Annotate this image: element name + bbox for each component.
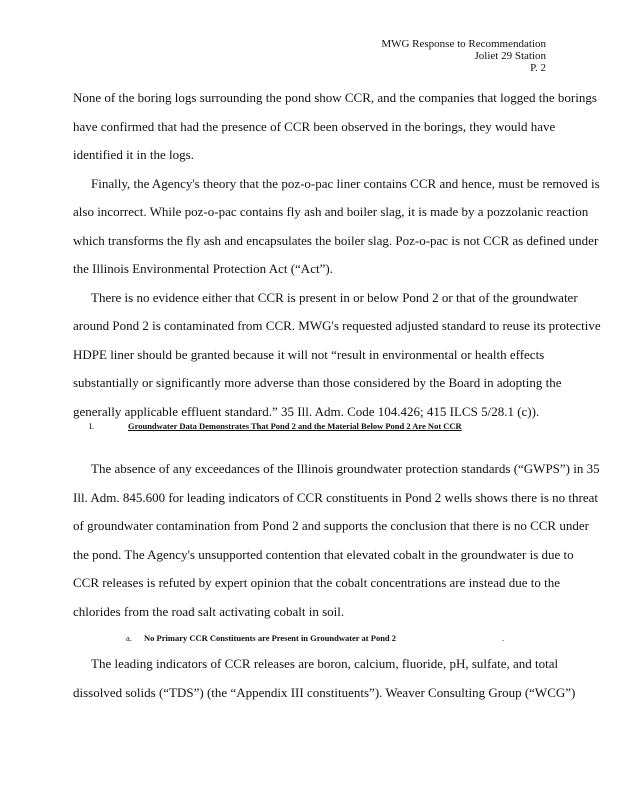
section-heading: [89, 420, 512, 433]
paragraph-leading-indicators: The leading indicators of CCR releases are boron, calcium, fluoride, pH, sulfate, and total dissolved solids (“TDS”) (the “Appendix III constituents”). Weaver Consulting Group (“WCG”): [73, 656, 576, 700]
paragraph-gwps: The absence of any exceedances of the Illinois groundwater protection standards (“GWPS”) in 35 Ill. Adm. 845.600 for leading indicators of CCR constituents in Pond 2 wells shows there is no threat of groundwater contamination from Pond 2 and supports the conclusion that there is no CCR under the pond. The Agency's unsupported contention that elevated cobalt in the groundwater is due to CCR releases is refuted by expert opinion that the cobalt concentrations are instead due to the chlorides from the road salt activating cobalt in soil.: [73, 461, 600, 619]
section-number: I.: [89, 421, 94, 431]
subsection-title: No Primary CCR Constituents are Present in Groundwater at Pond 2: [144, 633, 397, 643]
header-station: Joliet 29 Station: [474, 50, 546, 62]
subsection-number: a.: [126, 633, 132, 643]
paragraph-no-evidence: There is no evidence either that CCR is present in or below Pond 2 or that of the groundwater around Pond 2 is contaminated from CCR. MWG's requested adjusted standard to reuse its protective HDPE liner should be granted because it will not “result in environmental or health effects substantially or significantly more adverse than those considered by the Board in adopting the generally applicable effluent standard.” 35 Ill. Adm. Code 104.426; 415 ILCS 5/28.1 (c)).: [73, 289, 601, 419]
paragraph-boring-logs: None of the boring logs surrounding the pond show CCR, and the companies that logged the borings have confirmed that had the presence of CCR been observed in the borings, they would have identified it in the logs.: [73, 90, 597, 162]
document-header: [306, 38, 546, 74]
header-page-number: P. 2: [530, 62, 546, 74]
bottom-paragraphs: [73, 650, 601, 707]
header-title: MWG Response to Recommendation: [381, 38, 546, 50]
middle-paragraphs: [73, 455, 601, 626]
top-paragraphs: [73, 84, 601, 426]
section-title: Groundwater Data Demonstrates That Pond 2 and the Material Below Pond 2 Are Not CCR: [128, 421, 462, 431]
paragraph-poz-o-pac: Finally, the Agency's theory that the poz-o-pac liner contains CCR and hence, must be removed is also incorrect. While poz-o-pac contains fly ash and boiler slag, it is made by a pozzolanic reaction which transforms the fly ash and encapsulates the boiler slag. Poz-o-pac is not CCR as defined under the Illinois Environmental Protection Act (“Act”).: [73, 175, 600, 276]
subsection-trailing: .: [502, 633, 505, 643]
subsection-heading: [126, 632, 505, 644]
